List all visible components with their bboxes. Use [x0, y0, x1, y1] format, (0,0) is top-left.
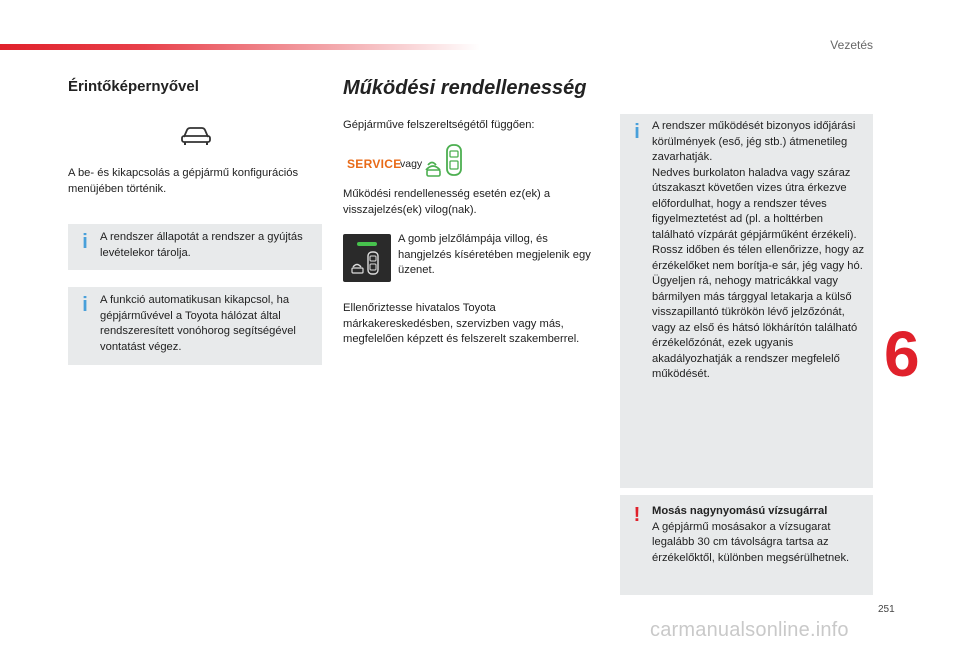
info-note-weather — [620, 114, 873, 488]
touchscreen-section-title: Érintőképernyővel — [68, 78, 199, 95]
chapter-number: 6 — [884, 318, 920, 390]
note-text: A rendszer állapotát a rendszer a gyújtás levételekor tárolja. — [100, 231, 303, 259]
info-note-towing — [68, 287, 322, 365]
warning-note-pressure-wash — [620, 495, 873, 595]
watermark: carmanualsonline.info — [650, 619, 849, 641]
section-label: Vezetés — [830, 38, 873, 52]
page-number: 251 — [878, 604, 895, 615]
park-sensor-button-icon — [343, 234, 391, 282]
dealer-check-text: Ellenőriztesse hivatalos Toyota márkakereskedésben, szervizben vagy más, megfelelően képzett és felszerelt szakemberrel. — [343, 302, 580, 345]
info-icon: i — [82, 294, 88, 316]
info-icon: i — [634, 121, 640, 143]
note-text: A rendszer működését bizonyos időjárási körülmények (eső, jég stb.) átmenetileg zavarhatják. Nedves burkolaton haladva vagy száraz útszakaszt követően vizes útra érkezve előfordulhat, hogy a rendszer téves figyelmeztetést ad (pl. a holttérben található vízpárát gépjárműként érzékeli). Rossz időben és télen ellenőrizze, hogy az érzékelőket nem borítja-e sár, jég vagy hó. Ügyeljen rá, nehogy matricákkal vagy bármilyen más tárggyal letakarja a külső visszapillantó tükrökön lévő jelzőzónát, vagy az első és hátsó lökhárítón található érzékelőzónát, ezek ugyanis akadályozhatják a rendszer megfelelő működését. — [652, 120, 865, 380]
header-accent-bar — [0, 44, 480, 50]
malfunction-title: Működési rendellenesség — [343, 77, 587, 99]
car-outline-icon — [180, 124, 212, 146]
service-warning-label: SERVICE — [347, 157, 402, 171]
info-note-state-memory — [68, 224, 322, 270]
note-text: A funkció automatikusan kikapcsol, ha gépjárművével a Toyota hálózat által rendszeresített vonóhorog segítségével vontatást végez. — [100, 294, 296, 353]
or-label: vagy — [400, 158, 423, 170]
touchscreen-paragraph: A be- és kikapcsolás a gépjármű konfigurációs menüjében történik. — [68, 167, 299, 195]
sensor-car-icon — [350, 250, 384, 278]
warning-exclamation-icon: ! — [633, 504, 641, 526]
button-blink-text: A gomb jelzőlámpája villog, és hangjelzés kíséretében megjelenik egy üzenet. — [398, 233, 591, 276]
warning-title: Mosás nagynyomású vízsugárral — [652, 505, 828, 517]
fault-indicator-text: Működési rendellenesség esetén ez(ek) a visszajelzés(ek) vilog(nak). — [343, 188, 551, 216]
button-led-icon — [357, 242, 377, 246]
info-icon: i — [82, 231, 88, 253]
warning-text: A gépjármű mosásakor a vízsugarat legalább 30 cm távolságra tartsa az érzékelőktől, különben megsérülhetnek. — [652, 520, 850, 564]
equipment-intro: Gépjárműve felszereltségétől függően: — [343, 119, 535, 131]
park-sensor-warning-icon — [424, 143, 466, 181]
